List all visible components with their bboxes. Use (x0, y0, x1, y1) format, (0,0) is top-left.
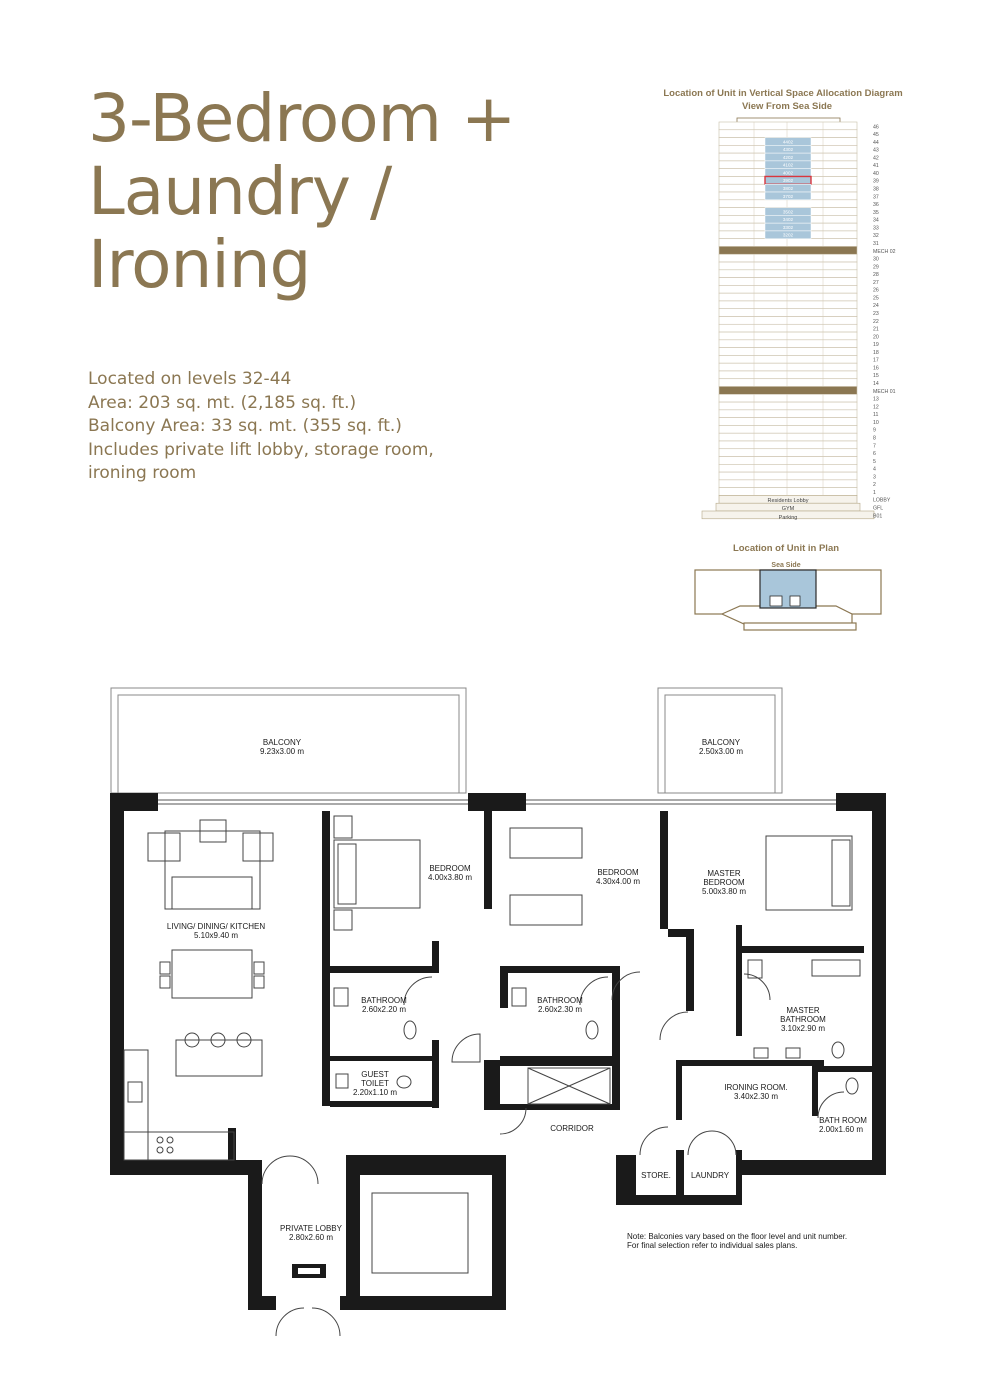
floor-label: MECH 02 (873, 248, 896, 255)
store-label: STORE. (641, 1171, 671, 1180)
floor-band (719, 122, 857, 130)
unit-cells (765, 138, 811, 239)
mech-floor-band (719, 387, 857, 395)
floor-label: 19 (873, 342, 879, 349)
floor-band (719, 472, 857, 480)
floor-label: 4 (873, 466, 876, 473)
balcony-2-dim: 2.50x3.00 m (698, 747, 744, 756)
base-label-gym: GYM (781, 506, 795, 512)
toilet-icon (397, 1076, 411, 1088)
bathroom-2-label: BATHROOM (537, 996, 583, 1005)
floor-band (719, 340, 857, 348)
floor-label: 38 (873, 186, 879, 193)
floor-label: 37 (873, 194, 879, 201)
kitchen-counter-side (124, 1050, 148, 1160)
guest-toilet-dim: 2.20x1.10 m (352, 1088, 398, 1097)
corridor-label: CORRIDOR (550, 1124, 594, 1133)
floor-label: 41 (873, 163, 879, 170)
dining-chair-icon (254, 962, 264, 974)
bath-room-dim: 2.00x1.60 m (818, 1125, 864, 1134)
area-text: Area: 203 sq. mt. (2,185 sq. ft.) (88, 392, 357, 413)
floor-band (719, 379, 857, 387)
includes-text-1: Includes private lift lobby, storage room, (88, 439, 434, 460)
floor-band (719, 348, 857, 356)
floor-label: 39 (873, 178, 879, 185)
floor-label: 17 (873, 357, 879, 364)
vertical-diagram-title-1: Location of Unit in Vertical Space Allocation Diagram (663, 88, 903, 99)
door-swing (660, 1012, 688, 1040)
toilet-icon (846, 1078, 858, 1094)
nightstand-icon (334, 816, 352, 838)
unit-code: 3302 (782, 224, 794, 230)
unit-code: 4302 (782, 147, 794, 153)
toilet-icon (586, 1021, 598, 1039)
armchair-icon (148, 833, 180, 861)
base-label-lobby: Residents Lobby (767, 498, 809, 504)
bath-room-label: BATH ROOM (819, 1116, 867, 1125)
floor-label: 32 (873, 233, 879, 240)
plan-podium (722, 606, 852, 624)
floor-band (719, 457, 857, 465)
floor-label: 42 (873, 155, 879, 162)
hob-burner-icon (167, 1147, 173, 1153)
laundry-label: LAUNDRY (690, 1171, 730, 1180)
lift-door (298, 1268, 320, 1274)
kitchen-counter-back (124, 1132, 234, 1160)
floor-band (719, 402, 857, 410)
floor-label: 43 (873, 147, 879, 154)
floor-band (719, 464, 857, 472)
hob-burner-icon (157, 1147, 163, 1153)
sea-side-label: Sea Side (771, 562, 801, 569)
unit-title-line-3: Ironing (88, 226, 311, 303)
private-lobby-dim: 2.80x2.60 m (288, 1233, 334, 1242)
floor-label: 26 (873, 287, 879, 294)
bed-icon (372, 1193, 468, 1273)
bedroom-2-label: BEDROOM (597, 868, 639, 877)
bathtub-icon (812, 960, 860, 976)
sink-icon (128, 1082, 142, 1102)
door-swing (712, 1131, 736, 1155)
vertical-diagram (663, 88, 902, 521)
door-swing (312, 1308, 340, 1336)
door-swing (818, 1092, 844, 1118)
floor-band (719, 410, 857, 418)
sofa-icon (172, 877, 252, 909)
door-swing (452, 1034, 480, 1062)
floor-label: 24 (873, 303, 879, 310)
guest-toilet-label-1: GUEST (361, 1070, 389, 1079)
floor-label: 34 (873, 217, 879, 224)
master-bedroom-dim: 5.00x3.80 m (701, 887, 747, 896)
floor-band (719, 480, 857, 488)
floor-label: 2 (873, 482, 876, 489)
dining-chair-icon (254, 976, 264, 988)
floor-label: MECH 01 (873, 388, 896, 395)
floor-band (719, 278, 857, 286)
floor-label: 36 (873, 202, 879, 209)
guest-toilet-label-2: TOILET (361, 1079, 389, 1088)
private-lobby-label: PRIVATE LOBBY (280, 1224, 342, 1233)
floor-band (719, 488, 857, 496)
plan-core-2 (790, 596, 800, 606)
balcony-area-text: Balcony Area: 33 sq. mt. (355 sq. ft.) (88, 416, 402, 436)
floor-band (719, 371, 857, 379)
unit-code: 3502 (782, 209, 794, 215)
floor-band (719, 433, 857, 441)
toilet-icon (404, 1021, 416, 1039)
mech-floor-band (719, 246, 857, 254)
floor-label: 22 (873, 318, 879, 325)
living-dim: 5.10x9.40 m (193, 931, 239, 940)
floor-label: B01 (873, 513, 883, 520)
unit-code: 3702 (782, 193, 794, 199)
door-swing (290, 1156, 318, 1184)
living-furniture (148, 820, 273, 1076)
floor-label: 30 (873, 256, 879, 263)
floor-label: 1 (873, 489, 876, 496)
bedroom-1-dim: 4.00x3.80 m (427, 873, 473, 882)
unit-code: 4202 (782, 154, 794, 160)
washbasin-icon (748, 960, 762, 978)
unit-code: 4402 (782, 139, 794, 145)
floor-label: 44 (873, 139, 879, 146)
floor-label: 9 (873, 427, 876, 434)
bathroom-1-dim: 2.60x2.20 m (361, 1005, 407, 1014)
plan-location-diagram (695, 543, 881, 630)
unit-code: 4002 (782, 170, 794, 176)
unit-location-highlight (760, 570, 816, 608)
floor-band (719, 293, 857, 301)
floor-band (719, 425, 857, 433)
floor-label: LOBBY (873, 497, 891, 504)
floor-label: 29 (873, 264, 879, 271)
unit-code: 3202 (782, 232, 794, 238)
floor-label: 12 (873, 404, 879, 411)
living-label: LIVING/ DINING/ KITCHEN (166, 922, 266, 931)
unit-title-line-2: Laundry / (88, 153, 392, 230)
hob-burner-icon (167, 1137, 173, 1143)
floor-band (719, 254, 857, 262)
floor-band (719, 200, 857, 208)
bedroom-1-label: BEDROOM (429, 864, 471, 873)
master-bedroom-label-2: BEDROOM (703, 878, 745, 887)
balcony-1-dim: 9.23x3.00 m (259, 747, 305, 756)
master-bed-icon (766, 836, 852, 910)
floor-band (719, 301, 857, 309)
plan-base (744, 623, 856, 630)
door-swing (640, 1127, 668, 1155)
plan-location-title: Location of Unit in Plan (732, 543, 840, 554)
balcony-1-label: BALCONY (262, 738, 302, 747)
door-swing (262, 1156, 290, 1184)
unit-code: 4102 (782, 162, 794, 168)
floor-label: 6 (873, 451, 876, 458)
balcony-note-1: Note: Balconies vary based on the floor level and unit number. (627, 1232, 848, 1241)
floor-label: 8 (873, 435, 876, 442)
floor-band (719, 355, 857, 363)
ironing-room-dim: 3.40x2.30 m (733, 1092, 779, 1101)
single-bed-icon (510, 895, 582, 925)
door-swing (404, 977, 432, 1005)
floor-label: 40 (873, 170, 879, 177)
washbasin-icon (786, 1048, 800, 1058)
floor-band (719, 441, 857, 449)
floor-labels (873, 124, 896, 519)
hob-burner-icon (157, 1137, 163, 1143)
balcony-2-label: BALCONY (701, 738, 741, 747)
door-swing (500, 1108, 526, 1134)
master-bathroom-dim: 3.10x2.90 m (780, 1024, 826, 1033)
bathroom-1-label: BATHROOM (361, 996, 407, 1005)
floor-band (719, 239, 857, 247)
single-bed-icon (510, 828, 582, 858)
floor-label: 11 (873, 412, 879, 419)
floor-band (719, 418, 857, 426)
floor-band (719, 262, 857, 270)
floor-label: 45 (873, 132, 879, 139)
pillow-icon (338, 844, 356, 904)
floor-band (719, 309, 857, 317)
dining-table-icon (172, 950, 252, 998)
floor-band (719, 449, 857, 457)
washbasin-icon (336, 1074, 348, 1088)
pillow-icon (832, 840, 850, 906)
master-bathroom-label-2: BATHROOM (780, 1015, 826, 1024)
dining-chair-icon (160, 976, 170, 988)
door-swing (276, 1308, 304, 1336)
floor-label: 13 (873, 396, 879, 403)
vertical-diagram-title-2: View From Sea Side (741, 101, 833, 112)
washbasin-icon (512, 988, 526, 1006)
floor-label: 7 (873, 443, 876, 450)
floor-label: 5 (873, 458, 876, 465)
floor-band (719, 130, 857, 138)
floor-band (719, 270, 857, 278)
washbasin-icon (754, 1048, 768, 1058)
ironing-room-label: IRONING ROOM. (724, 1083, 788, 1092)
dining-chair-icon (160, 962, 170, 974)
base-label-parking: Parking (778, 515, 798, 521)
floor-label: 20 (873, 334, 879, 341)
floor-label: 31 (873, 240, 879, 247)
armchair-icon (243, 833, 273, 861)
door-swing (580, 977, 608, 1005)
washbasin-icon (334, 988, 348, 1006)
includes-text-2: ironing room (88, 463, 197, 483)
floor-label: 27 (873, 279, 879, 286)
plan-core (770, 596, 782, 606)
floor-label: 10 (873, 419, 879, 426)
floor-label: 35 (873, 209, 879, 216)
floor-label: 25 (873, 295, 879, 302)
door-swing (688, 1131, 712, 1155)
unit-title-line-1: 3-Bedroom + (88, 80, 516, 157)
unit-code: 3802 (782, 186, 794, 192)
bathroom-2-dim: 2.60x2.30 m (537, 1005, 583, 1014)
master-bedroom-label-1: MASTER (707, 869, 741, 878)
floor-band (719, 332, 857, 340)
floor-label: 16 (873, 365, 879, 372)
master-bathroom-label-1: MASTER (786, 1006, 820, 1015)
floor-label: 18 (873, 349, 879, 356)
floor-band (719, 394, 857, 402)
floor-label: 14 (873, 381, 879, 388)
nightstand-icon (334, 910, 352, 930)
floor-band (719, 363, 857, 371)
floor-label: 28 (873, 272, 879, 279)
floor-label: 33 (873, 225, 879, 232)
bedroom-2-dim: 4.30x4.00 m (595, 877, 641, 886)
floor-band (719, 317, 857, 325)
floor-band (719, 324, 857, 332)
levels-text: Located on levels 32-44 (88, 369, 292, 389)
floor-band (719, 285, 857, 293)
floor-label: 15 (873, 373, 879, 380)
bed-icon (334, 840, 420, 908)
toilet-icon (832, 1042, 844, 1058)
floor-label: 21 (873, 326, 879, 333)
floor-label: 3 (873, 474, 876, 481)
floor-label: 46 (873, 124, 879, 131)
unit-code: 3902 (782, 178, 794, 184)
balcony-note-2: For final selection refer to individual sales plans. (627, 1241, 798, 1250)
unit-code: 3402 (782, 217, 794, 223)
floor-label: GFL (873, 505, 884, 512)
floor-label: 23 (873, 311, 879, 317)
